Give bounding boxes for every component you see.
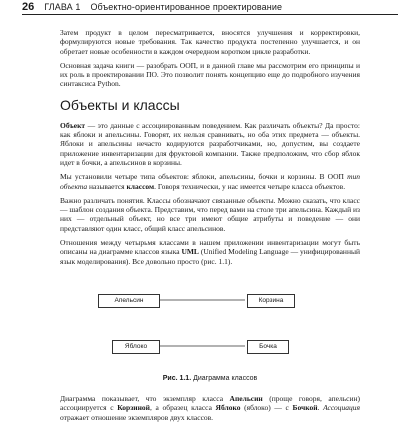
chapter-label: ГЛАВА 1 xyxy=(44,2,81,12)
figure-label: Рис. 1.1. xyxy=(162,374,192,382)
term-object-type: тип объекта xyxy=(60,172,360,191)
paragraph-diagram-explanation: Диаграмма показывает, что экземпляр класса Апельсин (проще говоря, апельсин) ассоциируется с Корзиной, а образец класса Яблоко (яблоко) — с Бочкой. Ассоциация отражает отношение экземпляров двух классов. xyxy=(60,393,360,422)
paragraph-types: Мы установили четыре типа объектов: яблоки, апельсины, бочки и корзины. В ООП тип объекта называется классом. Говоря технически, у нас имеется четыре класса объектов. xyxy=(60,172,360,191)
class-box-barrel: Бочка xyxy=(247,340,289,354)
section-heading: Объекты и классы xyxy=(60,96,180,113)
class-box-orange: Апельсин xyxy=(98,294,160,308)
paragraph-object-definition: Объект — это данные с ассоциированным поведением. Как различать объекты? Да просто: как яблоки и апельсины. Говорят, их нельзя сравнивать, но оба этих предмета — объекты. Яблоки и апельсины нечасто кодируются разработчиками, но, допустим, вы создаете приложение инвентаризации для фруктовой компании. Также предположим, что сбор яблок идет в бочки, а апельсинов в корзины. xyxy=(60,120,360,167)
page-body xyxy=(60,28,360,427)
term-uml: UML xyxy=(181,247,199,257)
term-object: Объект xyxy=(60,120,86,130)
term-association: Ассоциация xyxy=(323,403,360,413)
paragraph-2: Основная задача книги — разобрать ООП, и в данной главе мы рассмотрим его принципы и их роль в проектировании ПО. Это позволит понять концепцию еще до подробного изучения синтаксиса Python. xyxy=(60,60,360,89)
term-class: классом xyxy=(126,181,155,191)
paragraph-classes: Важно различать понятия. Классы обозначают связанные объекты. Можно сказать, что класс — шаблон создания объекта. Представим, что перед вами на столе три апельсина. Каждый из них — отдельный объект, но все три имеют общие атрибуты и поведение — они представляют один класс, общий класс апельсинов. xyxy=(60,195,360,233)
page-number: 26 xyxy=(22,1,35,13)
class-diagram xyxy=(60,276,360,394)
class-box-apple: Яблоко xyxy=(112,340,160,354)
chapter-title: Объектно-ориентированное проектирование xyxy=(90,2,283,12)
running-header xyxy=(22,0,398,15)
paragraph-1: Затем продукт в целом пересматривается, вносятся улучшения и корректировки, формулируются новые требования. Так качество продукта постепенно улучшается, и он обретает новые особенности в каждом очередном коротком цикле разработки. xyxy=(60,28,360,56)
figure-caption: Рис. 1.1. Диаграмма классов xyxy=(162,374,258,382)
class-box-basket: Корзина xyxy=(247,294,295,308)
diagram-connectors xyxy=(60,276,360,372)
paragraph-uml: Отношения между четырьмя классами в нашем приложении инвентаризации могут быть описаны на диаграмме классов языка UML (Unified Modeling Language — унифицированный язык моделирования). Все довольно просто (рис. 1.1). xyxy=(60,238,361,266)
